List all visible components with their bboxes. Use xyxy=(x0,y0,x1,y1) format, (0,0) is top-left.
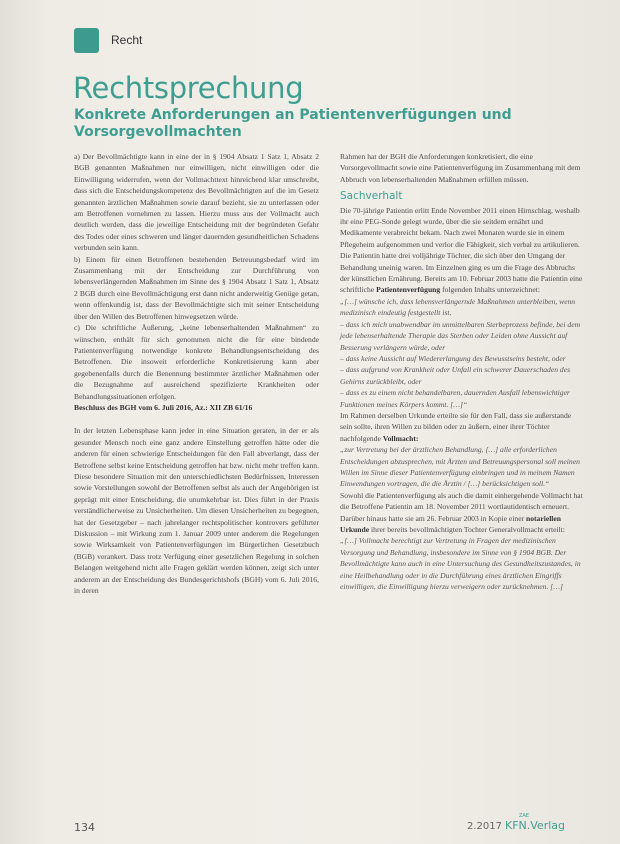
page-subtitle: Konkrete Anforderungen an Patientenverfügungen und Vorsorgevollmachten xyxy=(74,107,512,140)
right-column xyxy=(340,151,585,592)
page-title: Rechtsprechung xyxy=(73,71,304,105)
issue-number: 2.2017 xyxy=(467,821,502,832)
intro-paragraph: In der letzten Lebensphase kann jeder in eine Situation geraten, in der er als gesunder Mensch noch eine ganz andere Einstellung getroffen hätte oder die anderen für einen schwierige Entscheidungen für den Fall abverlangt, dass der Betroffene selbst keine Entscheidung getroffen hat bzw. nicht mehr treffen kann. Diese besondere Situation mit den unterschiedlichsten Bedürfnissen, Interessen sowie Vorstellungen sowohl der Betroffenen selbst als auch der Angehörigen ist geprägt mit einer Entscheidung, die unumkehrbar ist. Dies führt in der Praxis verständlicherweise zu Unsicherheiten. Um diesen Unsicherheiten zu begegnen, hat der Gesetzgeber – nach jahrelanger rechtspolitischer kontrovers geführter Diskussion – mit Wirkung zum 1. Januar 2009 unter anderem die Regelungen sowie Wirksamkeit von Patientenverfügungen im Bürgerlichen Gesetzbuch (BGB) verankert. Dass trotz Verfügung einer gesetzlichen Regelung in solchen Belangen weitgehend nicht alle Fragen geklärt werden können, zeigt sich unter anderem an der Entscheidung des Bundesgerichtshofs (BGH) vom 6. Juli 2016, in deren xyxy=(74,426,319,596)
vollmacht-quote: „zur Vertretung bei der ärztlichen Behandlung, […] alle erforderlichen Entscheidungen abzusprechen, mit Ärzten und Betreuungspersonal soll meinen Willen im Sinne dieser Patientenverfügung einbringen und in meinem Namen Einwendungen vortragen, die die Ärztin / […] berücksichtigen soll.“ xyxy=(340,445,580,489)
quote-item: – dass keine Aussicht auf Wiedererlangung des Bewusstseins besteht, oder xyxy=(340,353,566,363)
sachverhalt-heading: Sachverhalt xyxy=(340,190,403,203)
left-column xyxy=(74,151,319,596)
quote-intro: „[…] wünsche ich, dass lebensverlängernde Maßnahmen unterbleiben, wenn medizinisch eindeutig festgestellt ist, xyxy=(340,296,576,318)
renewal-paragraph: Sowohl die Patientenverfügung als auch die damit einhergehende Vollmacht hat die Betroffene Patientin am 18. November 2011 wortlautidentisch erneuert. xyxy=(340,490,583,512)
right-intro: Rahmen hat der BGH die Anforderungen konkretisiert, die eine Vorsorgevollmacht sowie eine Patientenverfügung im Zusammenhang mit dem Abbruch von lebenserhaltenden Maßnahmen erfüllen müssen. xyxy=(340,152,581,184)
quote-item: – dass ich mich unabwendbar im unmittelbaren Sterbeprozess befinde, bei dem jede lebenserhaltende Therapie das Sterben oder Leiden ohne Aussicht auf Besserung verlängern würde, oder xyxy=(340,319,581,352)
vollmacht-paragraph: Im Rahmen derselben Urkunde erteilte sie für den Fall, dass sie außerstande sein sollte, ihren Willen zu bilden oder zu äußern, einer ihrer Töchter nachfolgende Vollmacht: xyxy=(340,410,572,443)
page-number: 134 xyxy=(74,821,95,834)
spacer xyxy=(74,413,319,425)
section-marker xyxy=(74,28,99,53)
case-citation: Beschluss des BGH vom 6. Juli 2016, Az.: XII ZB 61/16 xyxy=(74,402,253,412)
publisher-logo: ZAE KFN.Verlag xyxy=(505,813,566,832)
guideline-b: b) Einem für einen Betroffenen bestehenden Betreuungsbedarf wird im Zusammenhang mit der Entscheidung zur Durchführung von lebensverlängernden Maßnahmen im Sinne des § 1904 Absatz 1 Satz 1, Absatz 2 BGB durch eine Bevollmächtigung erst dann nicht anderweitig Genüge getan, wenn offenkundig ist, dass der Bevollmächtigte sich mit seiner Entscheidung über den Willen des Betroffenen hinwegsetzen würde. xyxy=(74,254,319,321)
bold-term: Patientenverfügung xyxy=(376,285,441,295)
section-label: Recht xyxy=(111,33,143,47)
guideline-c: c) Die schriftliche Äußerung, „keine lebenserhaltenden Maßnahmen“ zu wünschen, enthält für sich genommen nicht die für eine bindende Patientenverfügung notwendige konkrete Behandlungsentscheidung des Betroffenen. Die insoweit erforderliche Konkretisierung kann aber gegebenenfalls durch die Benennung bestimmter ärztlicher Maßnahmen oder die Bezugnahme auf ausreichend spezifizierte Krankheiten oder Behandlungssituationen erfolgen. xyxy=(74,323,319,401)
notary-paragraph: Darüber hinaus hatte sie am 26. Februar 2003 in Kopie einer notariellen Urkunde ihrer bereits bevollmächtigten Tochter Generalvollmacht erteilt: xyxy=(340,513,565,534)
guideline-a: a) Der Bevollmächtigte kann in eine der in § 1904 Absatz 1 Satz 1, Absatz 2 BGB genannten Maßnahmen nur einwilligen, nicht einwilligen oder die Einwilligung widerrufen, wenn der Vollmachttext hinreichend klar umschreibt, dass sich die Entscheidungskompetenz des Bevollmächtigten auf die im Gesetz genannten ärztlichen Maßnahmen sowie darauf bezieht, sie zu unterlassen oder am Betroffenen vornehmen zu lassen. Hierzu muss aus der Vollmacht auch deutlich werden, dass die jeweilige Entscheidung mit der begründeten Gefahr des Todes oder eines schweren und länger dauernden gesundheitlichen Schadens verbunden sein kann. xyxy=(74,152,319,253)
quote-item: – dass es zu einem nicht behandelbaren, dauernden Ausfall lebenswichtiger Funktionen meines Körpers kommt. […]“ xyxy=(340,388,570,409)
generalvollmacht-quote: „[…] Vollmacht berechtigt zur Vertretung in Fragen der medizinischen Versorgung und Behandlung, insbesondere im Sinne von § 1904 BGB. Der Bevollmächtigte kann auch in eine Untersuchung des Gesundheitszustandes, in eine Heilbehandlung oder in die Durchführung eines ärztlichen Eingriffs einwilligen, die Einwilligung hierzu verweigern oder zurücknehmen. […] xyxy=(340,536,581,592)
quote-item: – dass aufgrund von Krankheit oder Unfall ein schwerer Dauerschaden des Gehirns zurückbleibt, oder xyxy=(340,365,571,386)
sachverhalt-text: Die 70-jährige Patientin erlitt Ende November 2011 einen Hirnschlag, weshalb ihr eine PEG-Sonde gelegt wurde, über die sie seitdem ernährt und Medikamente verabreicht bekam. Nach zwei Monaten wurde sie in einem Pflegeheim aufgenommen und verlor die Fähigkeit, sich verbal zu artikulieren. Die Patientin hatte drei volljährige Töchter, die sich über den Umgang der Behandlung uneinig waren. Im Einzelnen ging es um die Frage des Abbruchs der künstlichen Ernährung. Bereits am 10. Februar 2003 hatte die Patientin eine schriftliche Patientenverfügung folgenden Inhalts unterzeichnet: xyxy=(340,205,583,295)
